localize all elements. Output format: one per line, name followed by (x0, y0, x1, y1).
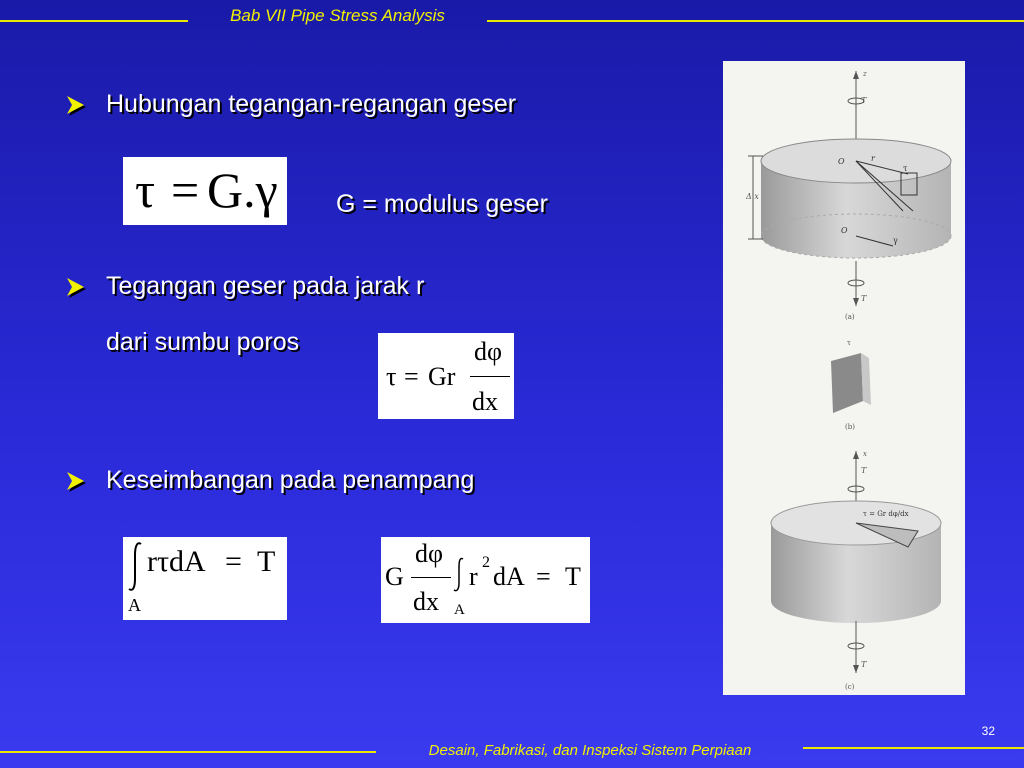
label-T-c-bottom: T (861, 660, 867, 669)
integral-sign-icon (127, 541, 145, 593)
eq3-eq: = (225, 545, 242, 578)
arrow-bullet-icon (64, 94, 86, 116)
integral-sign-icon (453, 557, 465, 593)
bullet-2 (64, 272, 424, 301)
eq4-den: dx (413, 587, 439, 616)
bullet-1-text: Hubungan tegangan-regangan geser (106, 90, 517, 118)
eq4-sub: A (454, 602, 465, 618)
element-b-face (831, 353, 863, 413)
label-T-a: T (861, 96, 867, 105)
eq4-exp: 2 (482, 554, 490, 571)
label-tau-b: τ (847, 339, 851, 347)
equation-shear-law (123, 157, 287, 225)
label-dx: Δ x (746, 192, 759, 201)
label-O-bottom: O (841, 226, 848, 235)
eq1-rhs: G.γ (207, 162, 278, 218)
bullet-2-continuation: dari sumbu poros (106, 328, 300, 356)
footer-title: Desain, Fabrikasi, dan Inspeksi Sistem Perpiaan (428, 742, 752, 759)
eq3-sub: A (128, 595, 141, 615)
footer-rule-right (803, 747, 1024, 749)
bullet-3-text: Keseimbangan pada penampang (106, 466, 475, 494)
equation-shear-at-r (378, 333, 514, 419)
torsion-figure-drawing (723, 61, 965, 695)
label-tau-a: τ (903, 164, 908, 173)
eq4-eq: = (536, 562, 551, 591)
header-rule-left (0, 20, 188, 22)
axis-arrow-icon (853, 298, 859, 306)
label-T-c: T (861, 466, 867, 475)
eq2-fraction-bar (470, 376, 510, 377)
eq3-rhs: T (257, 545, 276, 578)
arrow-bullet-icon (64, 276, 86, 298)
header-title: Bab VII Pipe Stress Analysis (230, 6, 445, 25)
label-gamma: γ (893, 236, 898, 245)
torsion-figure (723, 61, 965, 695)
equation-equilibrium (123, 537, 287, 620)
eq2-num: dφ (474, 337, 503, 366)
bullet-2-text: Tegangan geser pada jarak r (106, 272, 425, 300)
equation-equilibrium-expanded (381, 537, 590, 623)
g-modulus-note: G = modulus geser (336, 190, 548, 218)
eq2-coef: Gr (428, 362, 456, 391)
eq4-rhs: T (565, 562, 581, 591)
header-rule-right (487, 20, 1024, 22)
footer-rule-left (0, 751, 376, 753)
axis-arrow-icon (853, 451, 859, 459)
eq2-eq: = (404, 362, 419, 391)
eq4-fraction-bar (411, 577, 451, 578)
eq2-lhs: τ (386, 362, 397, 391)
eq1-lhs: τ (135, 162, 156, 218)
label-c: (c) (845, 683, 855, 691)
label-r: r (871, 154, 875, 163)
label-O-top: O (838, 157, 845, 166)
eq4-coef: G (385, 562, 404, 591)
eq4-num: dφ (415, 539, 444, 568)
eq2-den: dx (472, 387, 498, 416)
page-number: 32 (981, 724, 995, 738)
label-T-a-bottom: T (861, 294, 867, 303)
label-z: z (863, 70, 867, 78)
axis-arrow-icon (853, 71, 859, 79)
eq4-integrand-rest: dA (493, 562, 525, 591)
label-a: (a) (845, 313, 855, 321)
label-b: (b) (845, 423, 855, 431)
eq3-integrand: rτdA (147, 545, 206, 578)
bullet-3 (64, 466, 474, 495)
eq1-eq: = (171, 162, 200, 218)
label-x: x (863, 450, 867, 458)
eq4-integrand-base: r (469, 562, 478, 591)
arrow-bullet-icon (64, 470, 86, 492)
label-formula: τ = Gr dφ/dx (863, 510, 909, 518)
bullet-1 (64, 90, 516, 119)
axis-arrow-icon (853, 665, 859, 673)
